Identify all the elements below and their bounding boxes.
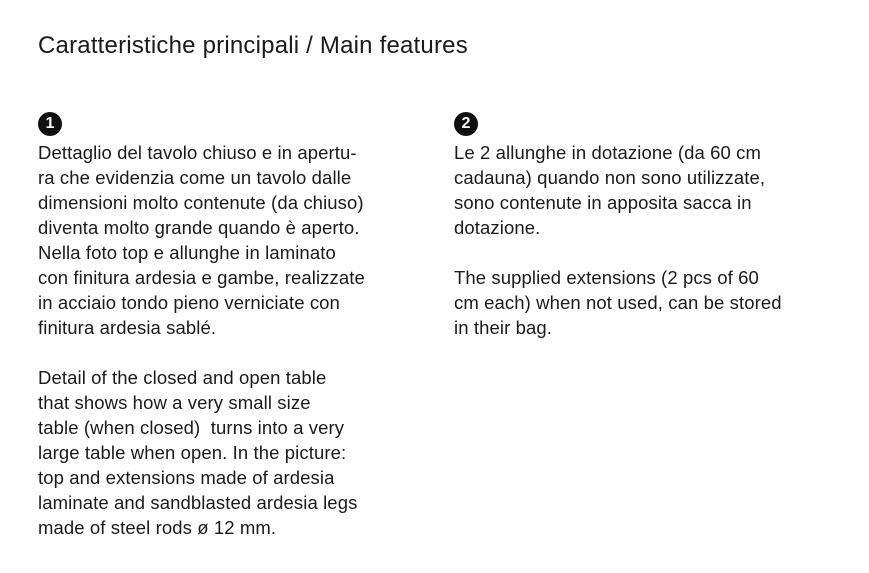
text-line: con finitura ardesia e gambe, realizzate: [38, 267, 365, 288]
text-line: Detail of the closed and open table: [38, 367, 327, 388]
paragraph-spacer: [38, 340, 428, 365]
english-paragraph-1: [38, 365, 428, 540]
page-title: Caratteristiche principali / Main features: [38, 32, 468, 59]
text-line: Nella foto top e allunghe in laminato: [38, 242, 336, 263]
feature-column-1: [38, 112, 428, 540]
paragraph-spacer: [454, 240, 854, 265]
text-line: in their bag.: [454, 317, 552, 338]
english-paragraph-2: [454, 265, 854, 340]
text-line: Le 2 allunghe in dotazione (da 60 cm: [454, 142, 762, 163]
text-line: cadauna) quando non sono utilizzate,: [454, 167, 766, 188]
text-line: sono contenute in apposita sacca in: [454, 192, 752, 213]
feature-column-2: [454, 112, 854, 340]
text-line: ra che evidenzia come un tavolo dalle: [38, 167, 352, 188]
text-line: Dettaglio del tavolo chiuso e in apertu-: [38, 142, 357, 163]
text-line: table (when closed) turns into a very: [38, 417, 345, 438]
text-line: made of steel rods ø 12 mm.: [38, 517, 277, 538]
text-line: The supplied extensions (2 pcs of 60: [454, 267, 759, 288]
italian-paragraph-1: [38, 140, 428, 340]
italian-paragraph-2: [454, 140, 854, 240]
text-line: that shows how a very small size: [38, 392, 311, 413]
number-badge-2: 2: [454, 112, 478, 136]
text-line: dotazione.: [454, 217, 541, 238]
text-line: large table when open. In the picture:: [38, 442, 347, 463]
text-line: in acciaio tondo pieno verniciate con: [38, 292, 340, 313]
text-line: cm each) when not used, can be stored: [454, 292, 782, 313]
text-line: dimensioni molto contenute (da chiuso): [38, 192, 364, 213]
number-badge-1: 1: [38, 112, 62, 136]
text-line: diventa molto grande quando è aperto.: [38, 217, 360, 238]
text-line: finitura ardesia sablé.: [38, 317, 217, 338]
text-line: laminate and sandblasted ardesia legs: [38, 492, 358, 513]
text-line: top and extensions made of ardesia: [38, 467, 335, 488]
